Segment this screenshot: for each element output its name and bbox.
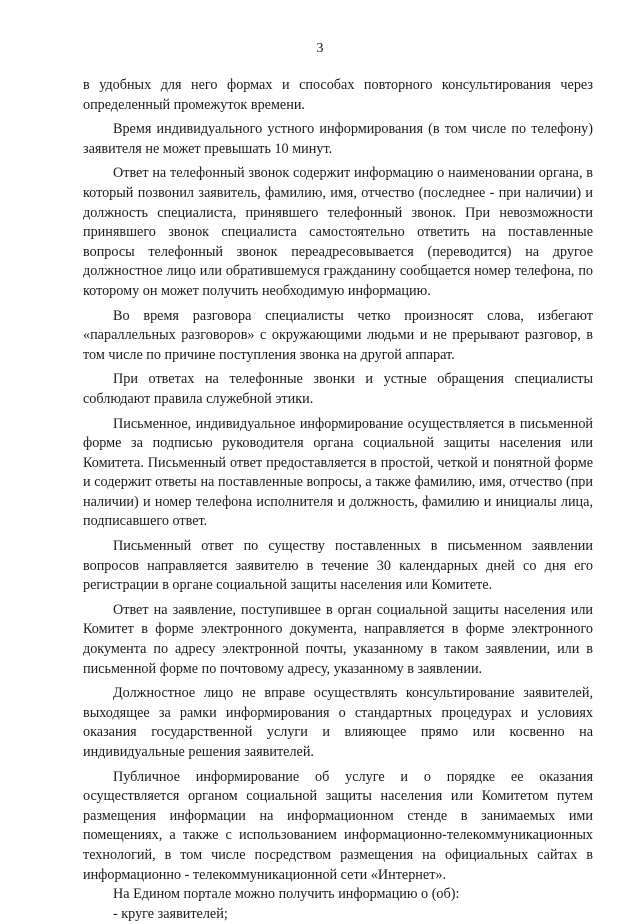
document-body [83, 76, 593, 924]
paragraph: При ответах на телефонные звонки и устные обращения специалисты соблюдают правила служебной этики. [83, 371, 593, 407]
paragraph: Ответ на заявление, поступившее в орган социальной защиты населения или Комитет в форме электронного документа, направляется в форме электронного документа по адресу электронной почты, указанному в таком заявлении, или в письменной форме по почтовому адресу, указанному в заявлении. [83, 601, 593, 677]
paragraph: Во время разговора специалисты четко произносят слова, избегают «параллельных разговоров» с окружающими людьми и не прерывают разговор, в том числе по причине поступления звонка на другой аппарат. [83, 307, 593, 363]
paragraph: Письменный ответ по существу поставленных в письменном заявлении вопросов направляется заявителю в течение 30 календарных дней со дня его регистрации в органе социальной защиты населения или Комитете. [83, 538, 593, 594]
paragraph: Время индивидуального устного информирования (в том числе по телефону) заявителя не может превышать 10 минут. [83, 121, 593, 157]
paragraph: Письменное, индивидуальное информирование осуществляется в письменной форме за подписью руководителя органа социальной защиты населения или Комитета. Письменный ответ предоставляется в простой, четкой и понятной форме и содержит ответы на поставленные вопросы, а также фамилию, имя, отчество (при наличии) и номер телефона исполнителя и должность, фамилию и инициалы лица, подписавшего ответ. [83, 415, 593, 530]
paragraph: Ответ на телефонный звонок содержит информацию о наименовании органа, в который позвонил заявитель, фамилию, имя, отчество (последнее - при наличии) и должность специалиста, принявшего телефонный звонок. При невозможности принявшего звонок специалиста самостоятельно ответить на поставленные вопросы телефонный звонок переадресовывается (переводится) на другое должностное лицо или обратившемуся гражданину сообщается номер телефона, по которому он может получить необходимую информацию. [83, 165, 593, 299]
paragraph: Публичное информирование об услуге и о порядке ее оказания осуществляется органом социальной защиты населения или Комитетом путем размещения информации на информационном стенде в занимаемых ими помещениях, а также с использованием информационно-телекоммуникационных технологий, в том числе посредством размещения на официальных сайтах в информационно - телекоммуникационной сети «Интернет». [83, 768, 593, 883]
list-item: - круге заявителей; [113, 905, 228, 922]
paragraph: Должностное лицо не вправе осуществлять консультирование заявителей, выходящее за рамки информирования о стандартных процедурах и условиях оказания государственной услуги и влияющее прямо или косвенно на индивидуальные решения заявителей. [83, 685, 593, 760]
paragraph: в удобных для него формах и способах повторного консультирования через определенный промежуток времени. [83, 77, 593, 113]
paragraph: На Едином портале можно получить информацию о (об): [113, 886, 460, 903]
page-number: 3 [316, 41, 324, 56]
